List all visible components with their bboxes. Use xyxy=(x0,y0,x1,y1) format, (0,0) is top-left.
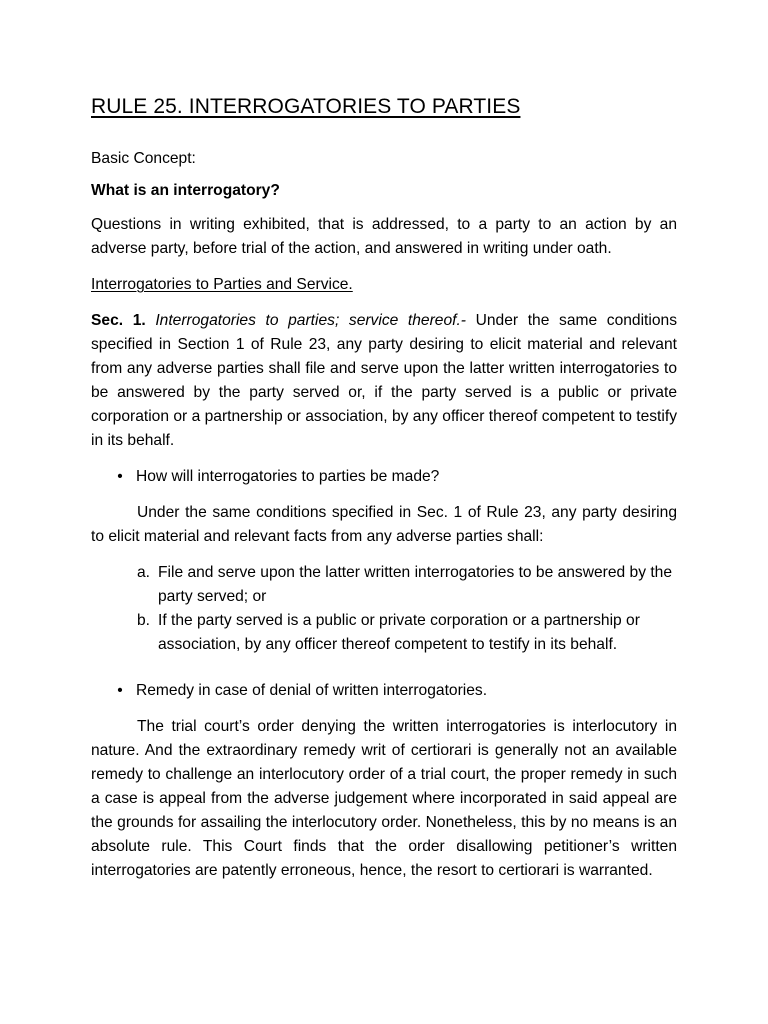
sec1-text: Under the same conditions specified in Section 1 of Rule 23, any party desiring to elicit material and relevant from any adverse parties shall file and serve upon the latter written interrogatories to be answered by the party served or, if the party served is a public or private corporation or a partnership or association, by any officer thereof competent to testify in its behalf. xyxy=(91,312,677,449)
bullet-item-how xyxy=(91,465,677,489)
alpha-list xyxy=(91,561,677,657)
list-item xyxy=(91,561,677,609)
bullet-text: How will interrogatories to parties be made? xyxy=(136,468,440,485)
section-heading-text: Interrogatories to Parties and Service. xyxy=(91,276,353,293)
sec1-italic-title: Interrogatories to parties; service thereof.- xyxy=(155,312,466,329)
basic-concept-label: Basic Concept: xyxy=(91,150,196,167)
paragraph-remedy: The trial court’s order denying the written interrogatories is interlocutory in nature. And the extraordinary remedy writ of certiorari is generally not an available remedy to challenge an interlocutory order of a trial court, the proper remedy in such a case is appeal from the adverse judgement where incorporated in said appeal are the grounds for assailing the interlocutory order. Nonetheless, this by no means is an absolute rule. This Court finds that the order disallowing petitioner’s written interrogatories are patently erroneous, hence, the resort to certiorari is warranted. xyxy=(91,718,677,879)
list-item xyxy=(91,609,677,657)
list-item-label: a. xyxy=(137,564,151,581)
paragraph-conditions: Under the same conditions specified in Sec. 1 of Rule 23, any party desiring to elicit material and relevant facts from any adverse parties shall: xyxy=(91,504,677,545)
list-item-label: b. xyxy=(137,612,151,629)
document-content xyxy=(91,93,677,883)
bullet-icon: • xyxy=(117,682,123,699)
page-title: RULE 25. INTERROGATORIES TO PARTIES xyxy=(91,95,521,118)
question-heading: What is an interrogatory? xyxy=(91,182,280,199)
sec1-paragraph xyxy=(91,309,677,453)
list-item-text: If the party served is a public or private corporation or a partnership or association, by any officer thereof competent to testify in its behalf. xyxy=(158,612,640,653)
section-heading xyxy=(91,273,677,297)
list-item-text: File and serve upon the latter written interrogatories to be answered by the party served; or xyxy=(158,564,673,605)
definition-paragraph: Questions in writing exhibited, that is addressed, to a party to an action by an adverse party, before trial of the action, and answered in writing under oath. xyxy=(91,216,677,257)
bullet-text: Remedy in case of denial of written interrogatories. xyxy=(136,682,488,699)
bullet-item-remedy xyxy=(91,679,677,703)
bullet-icon: • xyxy=(117,468,123,485)
sec1-label: Sec. 1. xyxy=(91,312,146,329)
